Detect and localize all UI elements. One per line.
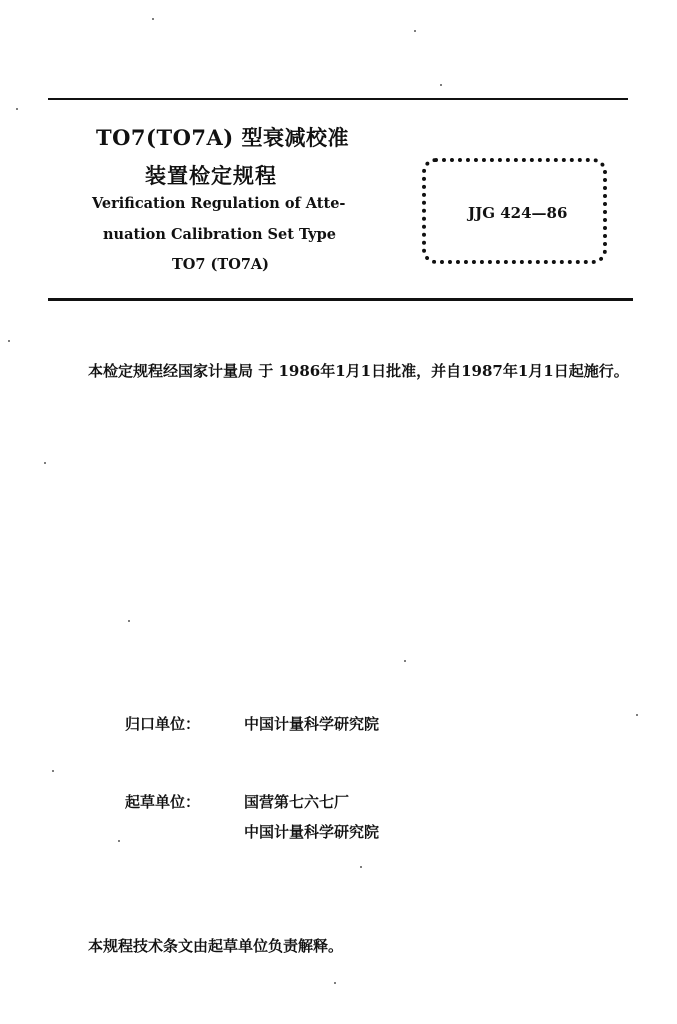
scan-speck — [404, 660, 406, 662]
title-en-line2: nuation Calibration Set Type — [103, 226, 336, 243]
scan-speck — [360, 866, 362, 868]
scan-speck — [16, 108, 18, 110]
title-cn-line1: TO7(TO7A) 型衰减校准 — [96, 125, 350, 150]
title-en-line3: TO7 (TO7A) — [172, 256, 270, 273]
bottom-rule — [48, 298, 633, 301]
drafting-unit-value-2: 中国计量科学研究院 — [244, 823, 380, 841]
regulation-code: JJG 424—86 — [468, 204, 568, 222]
scan-speck — [414, 30, 416, 32]
guikou-unit-value: 中国计量科学研究院 — [244, 715, 380, 733]
interpretation-note: 本规程技术条文由起草单位负责解释。 — [88, 937, 344, 955]
guikou-unit-label: 归口单位： — [125, 715, 201, 733]
approval-statement: 本检定规程经国家计量局 于 1986年1月1日批准，并自1987年1月1日起施行。 — [88, 362, 629, 380]
scan-speck — [334, 982, 336, 984]
scan-speck — [44, 462, 46, 464]
scan-speck — [52, 770, 54, 772]
scan-speck — [636, 714, 638, 716]
drafting-unit-label: 起草单位： — [125, 793, 201, 811]
scan-speck — [8, 340, 10, 342]
top-rule — [48, 98, 628, 100]
scan-speck — [152, 18, 154, 20]
title-cn-line2: 装置检定规程 — [145, 163, 277, 188]
scan-speck — [440, 84, 442, 86]
scan-speck — [128, 620, 130, 622]
scan-speck — [118, 840, 120, 842]
drafting-unit-value-1: 国营第七六七厂 — [244, 793, 350, 811]
title-en-line1: Verification Regulation of Atte- — [92, 195, 346, 212]
